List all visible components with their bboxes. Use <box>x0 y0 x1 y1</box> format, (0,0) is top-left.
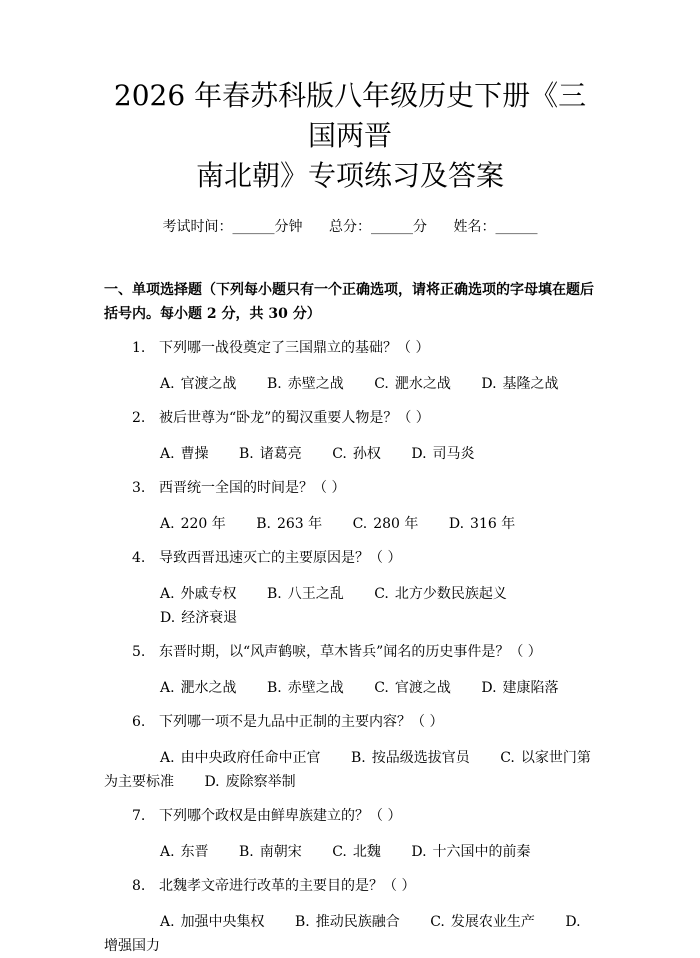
option-c[interactable] <box>332 844 381 860</box>
question-text: 被后世尊为“卧龙”的蜀汉重要人物是？（ ） <box>159 410 430 426</box>
option-c[interactable] <box>353 516 419 532</box>
option-b[interactable] <box>239 446 302 462</box>
option-text: 由中央政府任命中正官 <box>180 750 321 766</box>
option-letter: C. <box>352 516 368 532</box>
option-letter: B. <box>267 376 282 392</box>
question <box>104 478 596 536</box>
option-b[interactable] <box>239 844 302 860</box>
option-letter: C. <box>332 446 347 462</box>
question-stem <box>104 548 596 568</box>
option-c[interactable] <box>374 376 451 392</box>
option-c[interactable] <box>374 680 451 696</box>
option-b[interactable] <box>256 516 322 532</box>
option-letter: D. <box>204 774 220 790</box>
option-letter: A. <box>160 376 175 392</box>
option-text: 南朝宋 <box>259 844 302 860</box>
question-text: 下列哪个政权是由鲜卑族建立的？（ ） <box>159 808 402 824</box>
question-number: 8. <box>132 878 146 894</box>
option-a[interactable] <box>160 844 209 860</box>
document-title <box>104 76 596 196</box>
option-d[interactable] <box>481 680 558 696</box>
option-b[interactable] <box>295 914 400 930</box>
option-letter: D. <box>565 914 581 930</box>
question <box>104 876 596 958</box>
option-letter: B. <box>295 914 310 930</box>
option-b[interactable] <box>267 680 344 696</box>
question-stem <box>104 712 596 732</box>
option-text: 316 年 <box>470 516 516 532</box>
option-letter: C. <box>374 376 389 392</box>
total-score: 总分：______分 <box>329 219 427 235</box>
option-letter: D. <box>481 680 497 696</box>
option-list <box>104 372 596 396</box>
option-letter: A. <box>160 680 175 696</box>
option-c[interactable] <box>374 586 507 602</box>
question-text: 导致西晋迅速灭亡的主要原因是？（ ） <box>159 550 402 566</box>
question-text: 北魏孝文帝进行改革的主要目的是？（ ） <box>159 878 416 894</box>
option-letter: A. <box>160 586 175 602</box>
option-d[interactable] <box>411 446 474 462</box>
option-letter: B. <box>239 446 254 462</box>
option-list <box>104 582 596 630</box>
option-text: 淝水之战 <box>394 376 451 392</box>
question-stem <box>104 642 596 662</box>
title-line-1: 2026 年春苏科版八年级历史下册《三国两晋 <box>113 79 587 152</box>
question <box>104 408 596 466</box>
option-a[interactable] <box>160 750 321 766</box>
option-list <box>104 442 596 466</box>
option-text: 建康陷落 <box>502 680 559 696</box>
question-number: 7. <box>132 808 146 824</box>
exam-meta <box>104 216 596 236</box>
option-letter: B. <box>256 516 271 532</box>
option-text: 孙权 <box>352 446 381 462</box>
option-a[interactable] <box>160 586 237 602</box>
option-text: 推动民族融合 <box>315 914 400 930</box>
option-text: 司马炎 <box>432 446 475 462</box>
question <box>104 548 596 630</box>
option-text: 八王之乱 <box>287 586 344 602</box>
question-stem <box>104 876 596 896</box>
option-d[interactable] <box>204 774 295 790</box>
option-text: 北方少数民族起义 <box>394 586 507 602</box>
option-letter: D. <box>411 844 427 860</box>
option-letter: A. <box>160 750 175 766</box>
option-list <box>104 840 596 864</box>
question <box>104 642 596 700</box>
question <box>104 712 596 794</box>
option-text: 诸葛亮 <box>259 446 302 462</box>
question-text: 下列哪一项不是九品中正制的主要内容？（ ） <box>159 714 444 730</box>
option-text: 赤壁之战 <box>287 376 344 392</box>
question <box>104 338 596 396</box>
option-b[interactable] <box>351 750 470 766</box>
option-letter: C. <box>374 586 389 602</box>
option-letter: D. <box>481 376 497 392</box>
question <box>104 806 596 864</box>
option-text: 十六国中的前秦 <box>432 844 531 860</box>
question-number: 1. <box>132 340 146 356</box>
option-a[interactable] <box>160 376 237 392</box>
option-letter: C. <box>374 680 389 696</box>
option-a[interactable] <box>160 516 226 532</box>
option-d[interactable] <box>411 844 530 860</box>
option-text: 曹操 <box>180 446 209 462</box>
option-text: 东晋 <box>180 844 209 860</box>
option-a[interactable] <box>160 680 237 696</box>
student-name: 姓名：______ <box>453 219 538 235</box>
option-text: 280 年 <box>373 516 419 532</box>
option-letter: C. <box>500 750 515 766</box>
option-letter: A. <box>160 914 175 930</box>
option-text: 废除察举制 <box>225 774 296 790</box>
question-stem <box>104 408 596 428</box>
option-letter: B. <box>267 680 282 696</box>
option-c[interactable] <box>332 446 381 462</box>
option-letter: D. <box>160 610 176 626</box>
option-text: 北魏 <box>352 844 381 860</box>
question-stem <box>104 478 596 498</box>
option-list <box>104 746 596 794</box>
section-heading-line-2: 括号内。每小题 2 分，共 30 分） <box>104 306 321 322</box>
option-text: 官渡之战 <box>180 376 237 392</box>
option-letter: A. <box>160 446 175 462</box>
question-stem <box>104 806 596 826</box>
exam-time: 考试时间：______分钟 <box>162 219 303 235</box>
option-letter: A. <box>160 844 175 860</box>
option-letter: D. <box>448 516 465 532</box>
option-text: 增强国力 <box>104 938 160 954</box>
option-d[interactable] <box>160 610 237 626</box>
question-text: 西晋统一全国的时间是？（ ） <box>159 480 346 496</box>
question-text: 下列哪一战役奠定了三国鼎立的基础？（ ） <box>159 340 430 356</box>
option-letter: B. <box>351 750 366 766</box>
option-letter: D. <box>411 446 427 462</box>
option-text: 赤壁之战 <box>287 680 344 696</box>
section-heading-line-1: 一、单项选择题（下列每小题只有一个正确选项，请将正确选项的字母填在题后 <box>104 282 594 298</box>
option-text: 发展农业生产 <box>450 914 535 930</box>
option-text: 加强中央集权 <box>180 914 265 930</box>
option-b[interactable] <box>267 586 344 602</box>
question-number: 2. <box>132 410 146 426</box>
option-text: 220 年 <box>180 516 226 532</box>
question-number: 4. <box>132 550 146 566</box>
option-text: 官渡之战 <box>394 680 451 696</box>
title-line-2: 南北朝》专项练习及答案 <box>195 159 504 192</box>
option-letter: B. <box>239 844 254 860</box>
question-stem <box>104 338 596 358</box>
question-text: 东晋时期，以“风声鹤唳，草木皆兵”闻名的历史事件是？（ ） <box>159 644 542 660</box>
option-text: 按品级选拔官员 <box>371 750 470 766</box>
option-text: 263 年 <box>276 516 323 532</box>
option-d[interactable] <box>449 516 515 532</box>
option-letter: A. <box>160 516 175 532</box>
option-list <box>104 910 596 958</box>
option-letter: B. <box>267 586 282 602</box>
option-b[interactable] <box>267 376 344 392</box>
question-number: 5. <box>132 644 146 660</box>
option-list <box>104 676 596 700</box>
option-a[interactable] <box>160 446 209 462</box>
option-d[interactable] <box>481 376 558 392</box>
option-text: 淝水之战 <box>180 680 237 696</box>
section-heading <box>104 278 596 326</box>
option-text: 经济衰退 <box>181 610 238 626</box>
option-letter: C. <box>430 914 445 930</box>
option-text: 以家世门第为主要标准 <box>104 750 591 790</box>
option-letter: C. <box>332 844 347 860</box>
question-number: 6. <box>132 714 146 730</box>
question-number: 3. <box>132 480 146 496</box>
option-text: 外戚专权 <box>180 586 237 602</box>
option-a[interactable] <box>160 914 265 930</box>
option-text: 基隆之战 <box>502 376 559 392</box>
option-c[interactable] <box>430 914 535 930</box>
option-list <box>104 512 596 536</box>
